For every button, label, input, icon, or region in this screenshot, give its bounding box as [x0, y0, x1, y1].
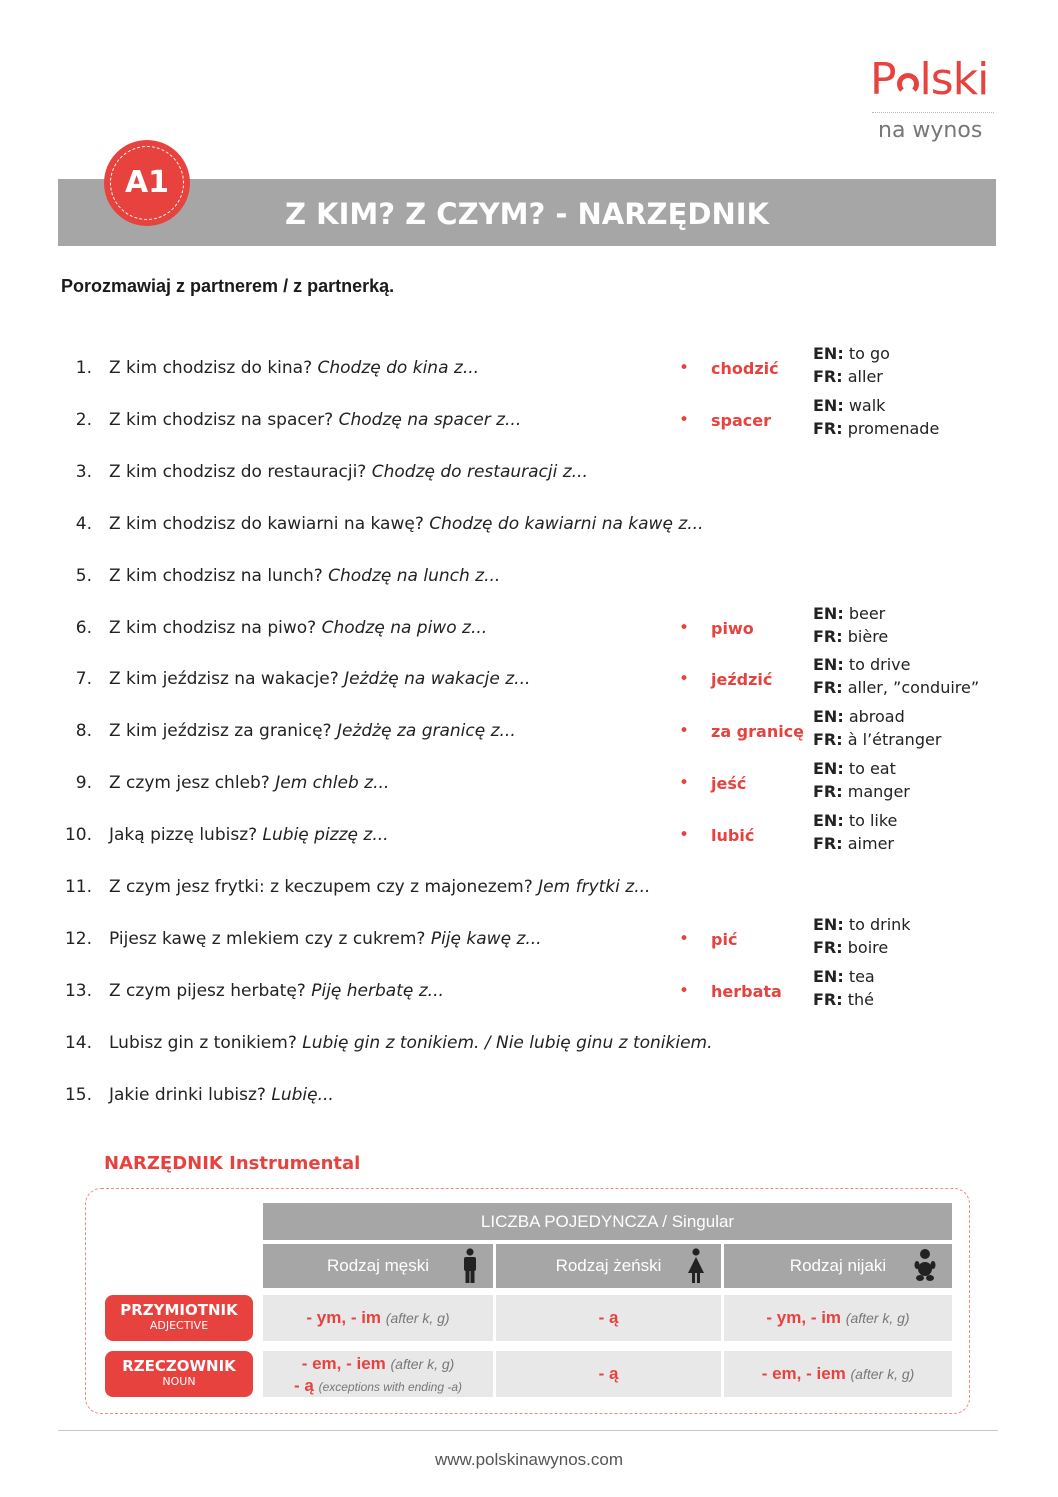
gender-neuter-header — [724, 1244, 952, 1288]
question-text: Z kim chodzisz do kawiarni na kawę? — [109, 514, 430, 534]
question-text: Jakie drinki lubisz? — [109, 1085, 272, 1105]
question-row — [0, 344, 1058, 386]
question-number: 5. — [75, 566, 92, 586]
question-row — [0, 759, 1058, 801]
row-label-noun — [105, 1351, 253, 1397]
question-text: Lubisz gin z tonikiem? — [109, 1033, 303, 1053]
ending-note: (after k, g) — [390, 1356, 455, 1372]
translation-fr-value: manger — [847, 782, 910, 801]
question-line — [109, 976, 444, 1006]
translation-en-key: EN: — [813, 604, 844, 623]
gender-feminine-header — [496, 1244, 721, 1288]
translation-fr-key: FR: — [813, 834, 843, 853]
translation-fr-key: FR: — [813, 730, 843, 749]
answer-prompt: Lubię... — [271, 1085, 334, 1105]
question-number: 3. — [75, 462, 92, 482]
instruction: Porozmawiaj z partnerem / z partnerką. — [61, 276, 395, 296]
translation-fr — [813, 626, 888, 648]
question-number: 9. — [75, 773, 92, 793]
translation-fr — [813, 729, 941, 751]
question-number: 4. — [75, 514, 92, 534]
gender-feminine-label: Rodzaj żeński — [555, 1256, 662, 1275]
answer-prompt: Jeżdżę na wakacje z... — [344, 669, 531, 689]
translation-en-key: EN: — [813, 967, 844, 986]
translation-en-key: EN: — [813, 707, 844, 726]
answer-prompt: Chodzę na piwo z... — [321, 618, 488, 638]
ending-exception: - ą — [294, 1376, 314, 1395]
question-line — [109, 1028, 713, 1058]
question-row — [0, 655, 1058, 697]
question-line — [109, 509, 703, 539]
translation-en-key: EN: — [813, 344, 844, 363]
question-line — [109, 405, 521, 435]
question-row — [0, 561, 1058, 591]
man-icon — [458, 1248, 482, 1284]
question-line — [109, 613, 487, 643]
translation-fr-value: bière — [847, 627, 889, 646]
question-line — [109, 561, 500, 591]
translation-en-value: beer — [848, 604, 886, 623]
translation-en — [813, 343, 890, 365]
question-line — [109, 353, 479, 383]
gender-neuter-label: Rodzaj nijaki — [789, 1256, 887, 1275]
ending: - ym, - im — [306, 1308, 382, 1327]
baby-icon — [913, 1248, 937, 1284]
logo-divider — [872, 112, 994, 113]
translation-fr-key: FR: — [813, 367, 843, 386]
question-row — [0, 915, 1058, 957]
translation-en — [813, 654, 910, 676]
translation-en — [813, 914, 911, 936]
translation-en — [813, 603, 885, 625]
vocab-word: spacer — [711, 411, 771, 430]
question-text: Z kim chodzisz do kina? — [109, 358, 318, 378]
answer-prompt: Piję herbatę z... — [311, 981, 444, 1001]
vocab-bullet: • — [679, 721, 690, 741]
translation-en — [813, 810, 897, 832]
question-number: 7. — [75, 669, 92, 689]
question-row — [0, 707, 1058, 749]
row-label-main: PRZYMIOTNIK — [120, 1301, 238, 1319]
question-number: 11. — [64, 877, 92, 897]
vocab-bullet: • — [679, 929, 690, 949]
question-row — [0, 1080, 1058, 1110]
answer-prompt: Chodzę na spacer z... — [338, 410, 522, 430]
translation-en-key: EN: — [813, 811, 844, 830]
row-label-sub: ADJECTIVE — [149, 1319, 209, 1332]
vocab-word: za granicę — [711, 722, 805, 741]
translation-en-value: to drive — [848, 655, 911, 674]
adjective-feminine-cell — [496, 1295, 721, 1341]
vocab-bullet: • — [679, 825, 690, 845]
answer-prompt: Chodzę do kawiarni na kawę z... — [429, 514, 704, 534]
ending-exception-note: (exceptions with ending -a) — [318, 1380, 462, 1394]
ending: - em, - iem — [761, 1364, 846, 1383]
translation-fr — [813, 989, 874, 1011]
translation-fr-key: FR: — [813, 782, 843, 801]
question-number: 1. — [75, 358, 92, 378]
question-text: Z czym jesz chleb? — [109, 773, 276, 793]
translation-en-value: abroad — [848, 707, 905, 726]
question-line — [109, 716, 516, 746]
translation-en-key: EN: — [813, 396, 844, 415]
question-text: Pijesz kawę z mlekiem czy z cukrem? — [109, 929, 431, 949]
row-label-main: RZECZOWNIK — [122, 1357, 236, 1375]
translation-en-key: EN: — [813, 759, 844, 778]
translation-fr-key: FR: — [813, 419, 843, 438]
question-number: 6. — [75, 618, 92, 638]
translation-fr-value: à l’étranger — [847, 730, 942, 749]
answer-prompt: Chodzę do kina z... — [317, 358, 480, 378]
gender-masculine-header — [263, 1244, 493, 1288]
translation-fr — [813, 781, 910, 803]
translation-en-value: to eat — [848, 759, 896, 778]
level-badge-label: A1 — [110, 146, 184, 220]
question-number: 12. — [64, 929, 92, 949]
question-line — [109, 1080, 334, 1110]
answer-prompt: Chodzę do restauracji z... — [371, 462, 588, 482]
question-row — [0, 872, 1058, 902]
translation-en — [813, 966, 875, 988]
translation-fr — [813, 937, 888, 959]
logo-text-end: lski — [919, 54, 989, 105]
question-text: Z czym pijesz herbatę? — [109, 981, 312, 1001]
footer-divider — [58, 1430, 998, 1431]
ending-note: (after k, g) — [385, 1310, 450, 1326]
logo-text-start: P — [870, 54, 896, 105]
ending: - ym, - im — [766, 1308, 842, 1327]
page-title: Z KIM? Z CZYM? - NARZĘDNIK — [285, 197, 769, 231]
question-line — [109, 820, 389, 850]
ending: - em, - iem — [301, 1354, 386, 1373]
translation-fr — [813, 366, 883, 388]
translation-fr-value: aller, ”conduire” — [847, 678, 980, 697]
translation-en-key: EN: — [813, 915, 844, 934]
translation-fr-key: FR: — [813, 990, 843, 1009]
translation-en — [813, 758, 896, 780]
translation-fr — [813, 418, 939, 440]
noun-feminine-cell — [496, 1351, 721, 1397]
question-row — [0, 1028, 1058, 1058]
translation-en — [813, 706, 905, 728]
question-line — [109, 924, 542, 954]
question-number: 2. — [75, 410, 92, 430]
question-number: 15. — [64, 1085, 92, 1105]
vocab-bullet: • — [679, 618, 690, 638]
answer-prompt: Lubię gin z tonikiem. / Nie lubię ginu z tonikiem. — [302, 1033, 713, 1053]
vocab-word: jeździć — [711, 670, 773, 689]
question-line — [109, 872, 650, 902]
translation-fr-value: aller — [847, 367, 883, 386]
answer-prompt: Lubię pizzę z... — [262, 825, 389, 845]
translation-en — [813, 395, 885, 417]
translation-fr-key: FR: — [813, 627, 843, 646]
grammar-title: NARZĘDNIK Instrumental — [104, 1153, 361, 1174]
translation-fr-value: promenade — [847, 419, 940, 438]
vocab-word: pić — [711, 930, 738, 949]
question-text: Z kim chodzisz na lunch? — [109, 566, 329, 586]
translation-fr-value: boire — [847, 938, 889, 957]
question-number: 8. — [75, 721, 92, 741]
brand-logo — [870, 54, 989, 105]
vocab-word: chodzić — [711, 359, 779, 378]
translation-en-value: walk — [848, 396, 886, 415]
woman-icon — [684, 1248, 708, 1284]
noun-neuter-cell — [724, 1351, 952, 1397]
vocab-word: piwo — [711, 619, 754, 638]
footer-url: www.polskinawynos.com — [434, 1450, 623, 1469]
translation-fr — [813, 833, 894, 855]
answer-prompt: Piję kawę z... — [430, 929, 542, 949]
translation-fr-value: thé — [847, 990, 875, 1009]
ending-note: (after k, g) — [845, 1310, 910, 1326]
vocab-word: herbata — [711, 982, 782, 1001]
translation-en-value: tea — [848, 967, 875, 986]
translation-fr-value: aimer — [847, 834, 895, 853]
question-row — [0, 457, 1058, 487]
vocab-bullet: • — [679, 981, 690, 1001]
answer-prompt: Jem frytki z... — [538, 877, 651, 897]
translation-fr-key: FR: — [813, 938, 843, 957]
question-text: Jaką pizzę lubisz? — [109, 825, 263, 845]
question-text: Z kim jeździsz za granicę? — [109, 721, 337, 741]
question-number: 10. — [64, 825, 92, 845]
logo-subtitle: na wynos — [878, 118, 983, 143]
adjective-masculine-cell — [263, 1295, 493, 1341]
adjective-neuter-cell — [724, 1295, 952, 1341]
translation-fr — [813, 677, 979, 699]
translation-en-key: EN: — [813, 655, 844, 674]
question-number: 14. — [64, 1033, 92, 1053]
vocab-bullet: • — [679, 773, 690, 793]
gender-masculine-label: Rodzaj męski — [326, 1256, 430, 1275]
vocab-bullet: • — [679, 358, 690, 378]
question-text: Z kim chodzisz do restauracji? — [109, 462, 372, 482]
vocab-bullet: • — [679, 410, 690, 430]
answer-prompt: Jem chleb z... — [275, 773, 390, 793]
question-row — [0, 509, 1058, 539]
vocab-word: lubić — [711, 826, 755, 845]
row-label-sub: NOUN — [162, 1375, 196, 1388]
noun-masculine-cell — [263, 1351, 493, 1397]
vocab-word: jeść — [711, 774, 747, 793]
question-line — [109, 457, 588, 487]
translation-fr-key: FR: — [813, 678, 843, 697]
logo-o-icon — [897, 73, 919, 95]
ending-note: (after k, g) — [850, 1366, 915, 1382]
question-text: Z kim jeździsz na wakacje? — [109, 669, 345, 689]
answer-prompt: Jeżdżę za granicę z... — [336, 721, 516, 741]
ending: - ą — [598, 1364, 619, 1383]
answer-prompt: Chodzę na lunch z... — [328, 566, 501, 586]
question-row — [0, 604, 1058, 646]
translation-en-value: to drink — [848, 915, 911, 934]
row-label-adjective — [105, 1295, 253, 1341]
question-text: Z kim chodzisz na piwo? — [109, 618, 322, 638]
question-row — [0, 396, 1058, 438]
ending: - ą — [598, 1308, 619, 1327]
question-row — [0, 811, 1058, 853]
translation-en-value: to go — [848, 344, 890, 363]
question-line — [109, 664, 530, 694]
question-text: Z kim chodzisz na spacer? — [109, 410, 339, 430]
question-number: 13. — [64, 981, 92, 1001]
question-line — [109, 768, 389, 798]
translation-en-value: to like — [848, 811, 898, 830]
grammar-header: LICZBA POJEDYNCZA / Singular — [263, 1203, 952, 1240]
question-row — [0, 967, 1058, 1009]
vocab-bullet: • — [679, 669, 690, 689]
question-text: Z czym jesz frytki: z keczupem czy z majonezem? — [109, 877, 539, 897]
